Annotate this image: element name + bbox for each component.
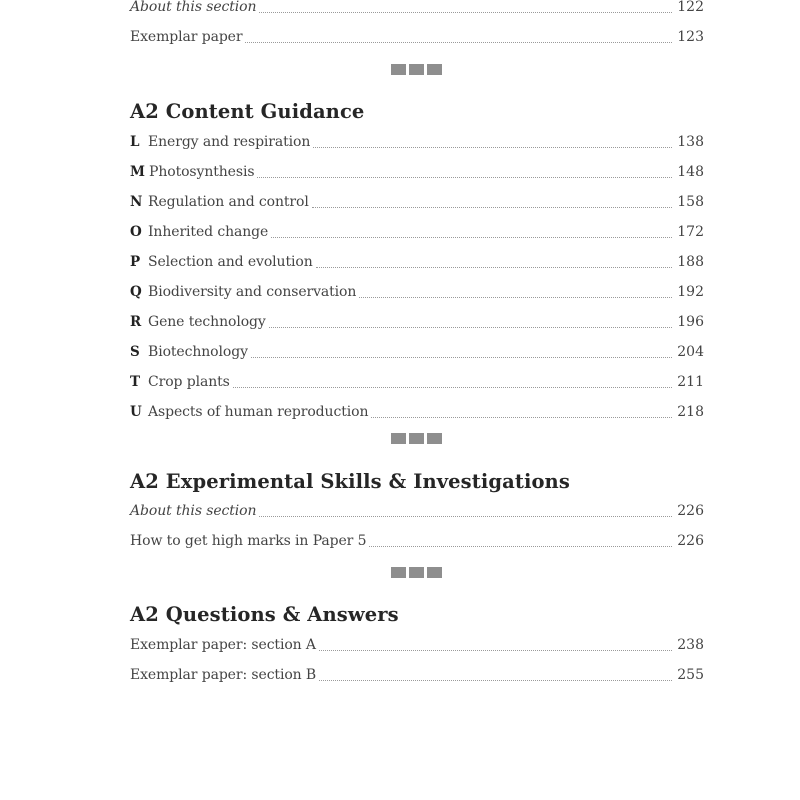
entry-title: Energy and respiration [148,134,311,150]
dot-leader [269,326,673,328]
section-divider [391,64,443,78]
entry-title: Exemplar paper: section B [130,667,317,683]
content-guidance-list [130,127,704,427]
section-heading-questions-answers: A2 Questions & Answers [130,603,399,626]
toc-entry[interactable] [130,0,704,22]
dot-leader [371,416,672,418]
page-number: 158 [677,194,704,210]
entry-title: How to get high marks in Paper 5 [130,533,367,549]
experimental-skills-list [130,496,704,556]
entry-title: Gene technology [148,314,266,330]
toc-entry[interactable] [130,187,704,217]
dot-leader [316,266,673,268]
entry-title: Regulation and control [148,194,309,210]
toc-entry[interactable] [130,630,704,660]
chapter-letter: Q [130,284,142,300]
toc-entry[interactable] [130,367,704,397]
chapter-letter: R [130,314,142,330]
page-number: 238 [677,637,704,653]
page-number: 123 [677,29,704,45]
dot-leader [233,386,673,388]
chapter-letter: N [130,194,143,210]
dot-leader [245,41,672,43]
dot-leader [271,236,672,238]
dot-leader [259,515,672,517]
entry-title: Biotechnology [148,344,248,360]
toc-entry[interactable] [130,526,704,556]
section-heading-experimental-skills: A2 Experimental Skills & Investigations [130,470,570,493]
page-number: 122 [677,0,704,15]
chapter-letter: P [130,254,141,270]
dot-leader [313,146,672,148]
dot-leader [369,545,672,547]
chapter-letter: T [130,374,141,390]
toc-entry[interactable] [130,660,704,690]
page-number: 255 [677,667,704,683]
entry-title: Selection and evolution [148,254,313,270]
entry-title: Crop plants [148,374,230,390]
toc-entry[interactable] [130,247,704,277]
page-number: 138 [677,134,704,150]
dot-leader [257,176,672,178]
toc-entry[interactable] [130,397,704,427]
dot-leader [312,206,673,208]
intro-section [130,0,704,52]
page-number: 226 [677,533,704,549]
dot-leader [259,11,672,13]
chapter-letter: U [130,404,142,420]
toc-entry[interactable] [130,496,704,526]
chapter-letter: O [130,224,142,240]
entry-title: Biodiversity and conservation [148,284,357,300]
page-number: 172 [677,224,704,240]
chapter-letter: S [130,344,140,360]
toc-entry[interactable] [130,22,704,52]
page-number: 226 [677,503,704,519]
entry-title: About this section [130,0,257,15]
entry-title: Exemplar paper [130,29,243,45]
questions-answers-list [130,630,704,690]
page-number: 218 [677,404,704,420]
page-number: 188 [677,254,704,270]
entry-title: Exemplar paper: section A [130,637,316,653]
page-number: 211 [677,374,704,390]
dot-leader [319,679,672,681]
toc-entry[interactable] [130,337,704,367]
entry-title: Photosynthesis [149,164,255,180]
section-heading-content-guidance: A2 Content Guidance [130,100,365,123]
dot-leader [251,356,672,358]
entry-title: Inherited change [148,224,269,240]
section-divider [391,567,443,581]
toc-entry[interactable] [130,157,704,187]
chapter-letter: M [130,164,145,180]
entry-title: About this section [130,503,257,519]
dot-leader [359,296,672,298]
dot-leader [319,649,672,651]
entry-title: Aspects of human reproduction [148,404,369,420]
page-number: 196 [677,314,704,330]
section-divider [391,433,443,447]
page-number: 148 [677,164,704,180]
toc-entry[interactable] [130,307,704,337]
page-number: 192 [677,284,704,300]
toc-entry[interactable] [130,277,704,307]
chapter-letter: L [130,134,140,150]
toc-entry[interactable] [130,127,704,157]
page-number: 204 [677,344,704,360]
toc-entry[interactable] [130,217,704,247]
